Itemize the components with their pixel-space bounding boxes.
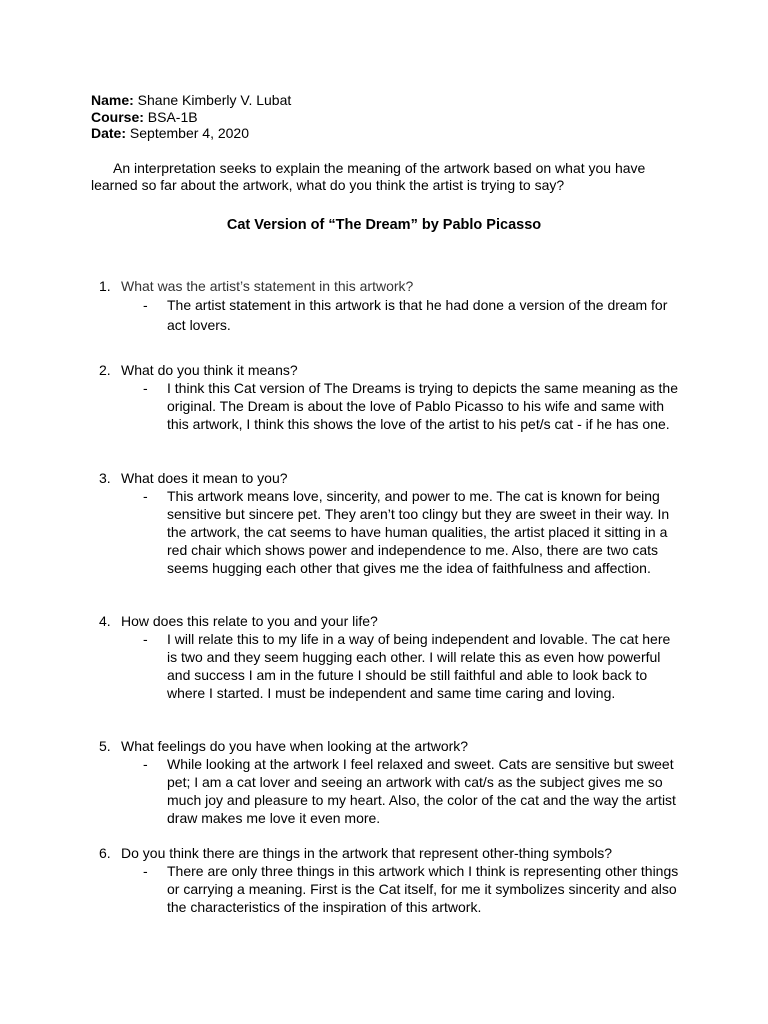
answer-2 [143,379,683,433]
answer-dash: - [143,380,148,396]
question-1 [99,277,699,295]
intro-text: An interpretation seeks to explain the meaning of the artwork based on what you have learned so far about the artwork, what do you think the artist is trying to say? [91,160,646,193]
course-label: Course: [91,108,144,125]
name-value: Shane Kimberly V. Lubat [133,92,292,108]
question-number: 1. [99,278,111,294]
answer-dash: - [143,297,148,313]
answer-6 [143,862,683,916]
answer-dash: - [143,488,148,504]
question-number: 2. [99,362,111,378]
name-label: Name: [91,92,134,108]
question-3 [99,469,699,487]
question-text: What was the artist’s statement in this artwork? [121,278,414,294]
answer-3 [143,487,683,577]
question-text: Do you think there are things in the artwork that represent other-thing symbols? [121,845,613,861]
question-number: 3. [99,470,111,486]
answer-dash: - [143,631,148,647]
date-label: Date: [91,125,127,141]
answer-text: There are only three things in this artwork which I think is representing other things or carrying a meaning. First is the Cat itself, for me it symbolizes sincerity and also the characteristics of the inspiration of this artwork. [167,863,679,915]
question-5 [99,737,699,755]
date-line [91,125,291,142]
question-number: 6. [99,845,111,861]
answer-dash: - [143,756,148,772]
question-2 [99,361,699,379]
question-text: What does it mean to you? [121,470,288,486]
date-value: September 4, 2020 [126,125,249,141]
question-text: What feelings do you have when looking at the artwork? [121,738,469,754]
document-title: Cat Version of “The Dream” by Pablo Picasso [226,217,542,233]
answer-text: The artist statement in this artwork is that he had done a version of the dream for act lovers. [167,297,668,333]
name-line [91,92,291,109]
answer-text: I will relate this to my life in a way of being independent and lovable. The cat here is two and they seem hugging each other. I will relate this as even how powerful and success I am in the future I should be still faithful and able to look back to where I started. I must be independent and same time caring and loving. [167,631,671,701]
question-text: What do you think it means? [121,362,298,378]
answer-4 [143,630,683,702]
answer-text: This artwork means love, sincerity, and power to me. The cat is known for being sensitive but sincere pet. They aren’t too clingy but they are sweet in their way. In the artwork, the cat seems to have human qualities, the artist placed it sitting in a red chair which shows power and independence to me. Also, there are two cats seems hugging each other that gives me the idea of faithfulness and affection. [167,488,670,576]
question-number: 4. [99,613,111,629]
answer-text: I think this Cat version of The Dreams is trying to depicts the same meaning as the original. The Dream is about the love of Pablo Picasso to his wife and same with this artwork, I think this shows the love of the artist to his pet/s cat - if he has one. [167,380,678,432]
question-text: How does this relate to you and your life? [121,613,378,629]
intro-paragraph [91,160,691,194]
answer-dash: - [143,863,148,879]
answer-5 [143,755,683,827]
student-info [91,92,291,142]
answer-1 [143,295,683,335]
course-line [91,109,291,126]
question-6 [99,844,699,862]
question-number: 5. [99,738,111,754]
answer-text: While looking at the artwork I feel relaxed and sweet. Cats are sensitive but sweet pet; I am a cat lover and seeing an artwork with cat/s as the subject gives me so much joy and pleasure to my heart. Also, the color of the cat and the way the artist draw makes me love it even more. [167,756,676,826]
question-4 [99,612,699,630]
course-value: BSA-1B [143,108,198,125]
